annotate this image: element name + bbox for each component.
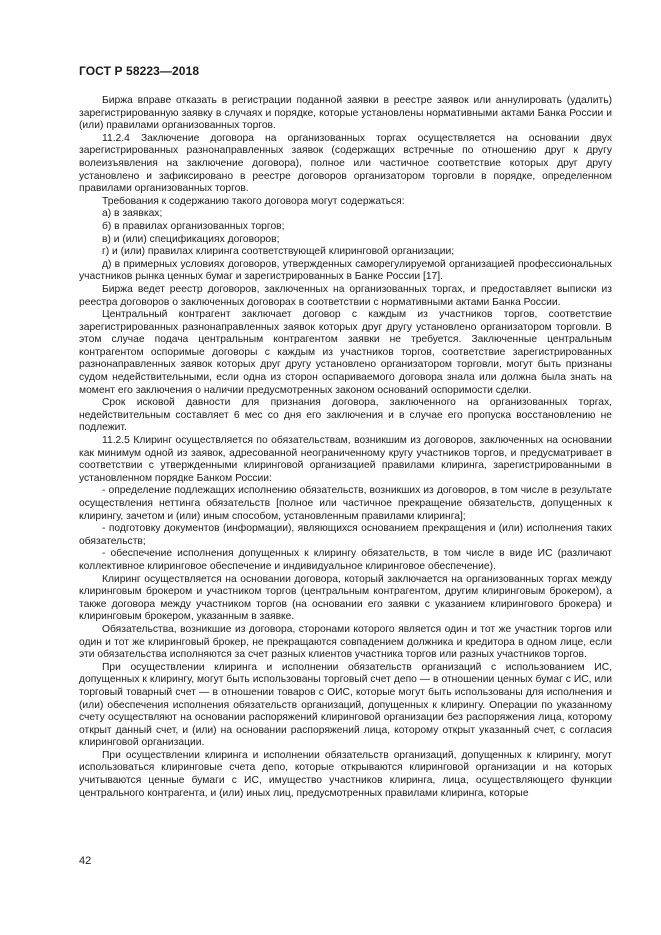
paragraph: Обязательства, возникшие из договора, сторонами которого является один и тот же участник торгов или один и тот же клиринговый брокер, не прекращаются совпадением должника и кредитора в одном лице, если эти обязательства исполняются за счет разных клиентов участника торгов или разных участников торгов. bbox=[79, 623, 612, 661]
page-number: 42 bbox=[79, 855, 92, 867]
paragraph: 11.2.4 Заключение договора на организованных торгах осуществляется на основании двух зарегистрированных разнонаправленных заявок (содержащих встречные по отношению друг к другу волеизъявления на заключение договора), полное или частичное соответствие которых друг другу установлено и зафиксировано в реестре договоров организатором торговли в порядке, определенном правилами организованных торгов. bbox=[79, 132, 612, 195]
paragraph: Биржа ведет реестр договоров, заключенных на организованных торгах, и предоставляет выписки из реестра договоров о заключенных договорах в соответствии с нормативными актами Банка России. bbox=[79, 283, 612, 308]
paragraph: При осуществлении клиринга и исполнении обязательств организаций, допущенных к клирингу, могут использоваться клиринговые счета депо, которые открываются клиринговой организации и на которых учитываются ценные бумаги с ИС, имущество участников клиринга, лица, осуществляющего функции центрального контрагента, и (или) иных лиц, предусмотренных правилами клиринга, которые bbox=[79, 749, 612, 799]
paragraph: При осуществлении клиринга и исполнении обязательств организаций с использованием ИС, допущенных к клирингу, могут быть использованы торговый счет депо — в отношении ценных бумаг с ИС, или торговый товарный счет — в отношении товаров с ОИС, которые могут быть использованы для исполнения и (или) обеспечения исполнения обязательств организаций, допущенных к клирингу. Операции по указанному счету осуществляют на основании распоряжений клиринговой организации без распоряжения лица, которому открыт данный счет, и (или) на основании распоряжений лица, которому открыт указанный счет, с согласия клиринговой организации. bbox=[79, 661, 612, 749]
document-body bbox=[79, 95, 612, 800]
list-item: - обеспечение исполнения допущенных к клирингу обязательств, в том числе в виде ИС (различают коллективное клиринговое обеспечение и индивидуальное клиринговое обеспечение). bbox=[79, 548, 612, 572]
paragraph: 11.2.5 Клиринг осуществляется по обязательствам, возникшим из договоров, заключенных на основании как минимум одной из заявок, адресованной неограниченному кругу участников торгов, и предусматривает в соответствии с утвержденными клиринговой организацией правилами клиринга, зарегистрированными в установленном порядке Банком России: bbox=[79, 435, 612, 484]
list-item: - подготовку документов (информации), являющихся основанием прекращения и (или) исполнения таких обязательств; bbox=[79, 523, 612, 547]
list-item: б) в правилах организованных торгов; bbox=[102, 220, 285, 232]
paragraph: Клиринг осуществляется на основании договора, который заключается на организованных торгах между клиринговым брокером и участником торгов (центральным контрагентом, другим клиринговым брокером), а также договора между участником торгов (на основании его заявки с указанием клирингового брокера) и клиринговым брокером, указанным в заявке. bbox=[79, 573, 612, 623]
paragraph: Срок исковой давности для признания договора, заключенного на организованных торгах, недействительным составляет 6 мес со дня его заключения и в случае его пропуска восстановлению не подлежит. bbox=[79, 397, 612, 434]
list-item: в) и (или) спецификациях договоров; bbox=[102, 233, 280, 245]
paragraph: Центральный контрагент заключает договор с каждым из участников торгов, соответствие зарегистрированных разнонаправленных заявок которых друг другу установлено организатором торговли. В этом случае подача центральным контрагентом заявки не требуется. Заключенные центральным контрагентом оспоримые договоры с каждым из участников торгов, соответствие зарегистрированных разнонаправленных заявок которых друг другу установлено организатором торговли, могут быть признаны судом недействительными, если одна из сторон оспариваемого договора знала или должна была знать на момент его заключения о наличии предусмотренных законом оснований оспоримости сделки. bbox=[79, 309, 612, 396]
list-item: д) в примерных условиях договоров, утвержденных саморегулируемой организацией профессиональных участников рынка ценных бумаг и зарегистрированных в Банке России [17]. bbox=[79, 258, 612, 283]
paragraph: Требования к содержанию такого договора могут содержаться: bbox=[102, 195, 405, 207]
list-item: г) и (или) правилах клиринга соответствующей клиринговой организации; bbox=[102, 246, 455, 258]
document-header: ГОСТ Р 58223—2018 bbox=[79, 64, 200, 78]
paragraph: Биржа вправе отказать в регистрации поданной заявки в реестре заявок или аннулировать (удалить) зарегистрированную заявку в случаях и порядке, которые установлены нормативными актами Банка России и (или) правилами организованных торгов. bbox=[79, 95, 612, 132]
list-item: - определение подлежащих исполнению обязательств, возникших из договоров, в том числе в результате осуществления неттинга обязательств [полное или частичное прекращение обязательств, допущенных к клирингу, зачетом и (или) иным способом, установленным правилами клиринга]; bbox=[79, 485, 612, 522]
list-item: а) в заявках; bbox=[102, 208, 163, 220]
